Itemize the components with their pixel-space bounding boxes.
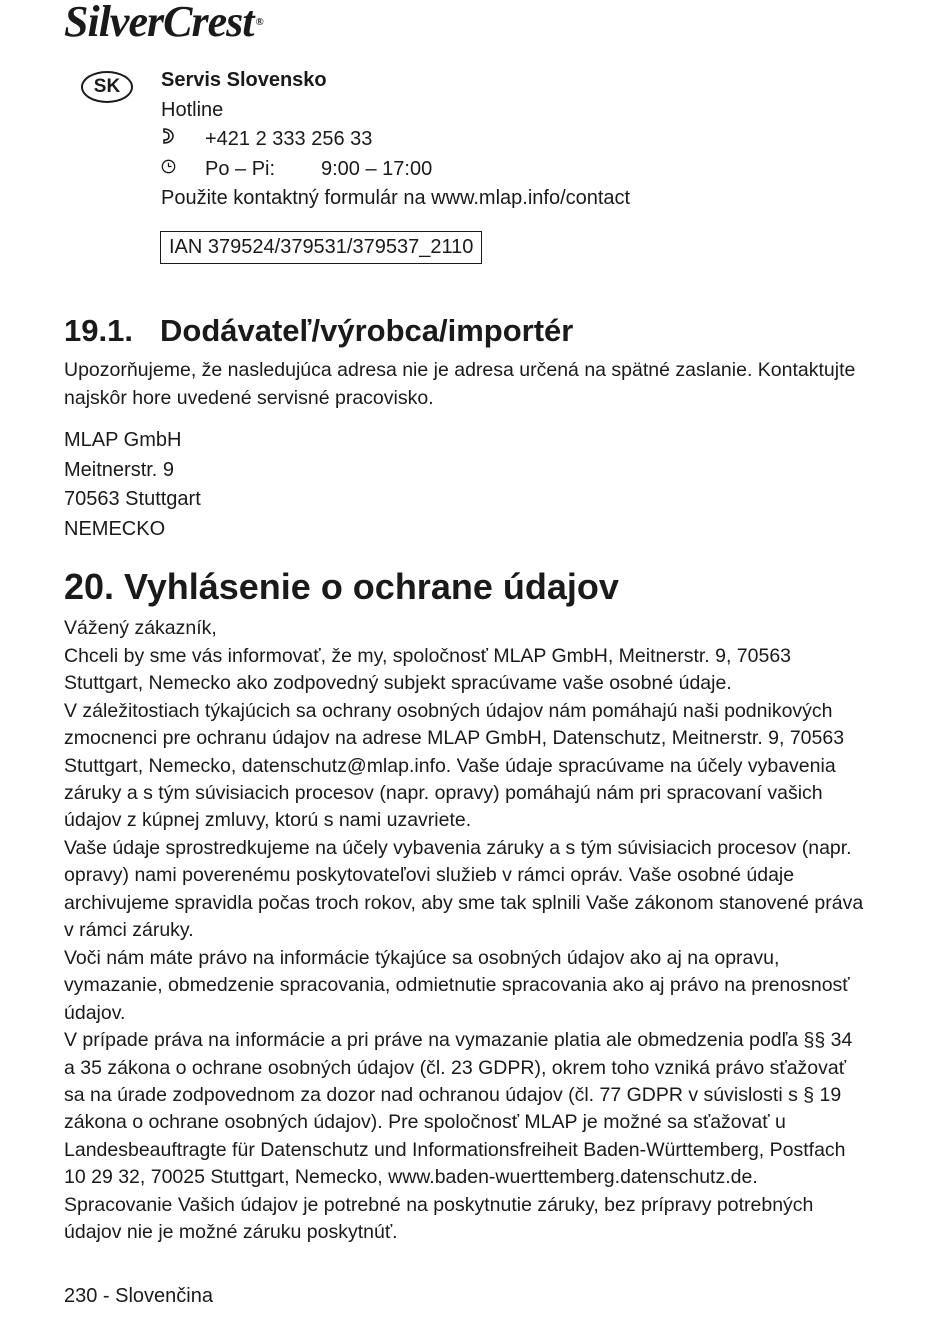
registered-mark: ® xyxy=(255,16,263,28)
privacy-paragraph: Voči nám máte právo na informácie týkajúce sa osobných údajov ako aj na opravu, vymazanie, obmedzenie spracovania, odmietnutie spracovania ako aj právo na prenosnosť údajov. xyxy=(64,946,850,1024)
phone-number: +421 2 333 256 33 xyxy=(205,128,373,150)
phone-row xyxy=(161,125,630,155)
privacy-paragraph: Chceli by sme vás informovať, že my, spoločnosť MLAP GmbH, Meitnerstr. 9, 70563 Stuttgart, Nemecko ako zodpovedný subjekt spracúvame vaše osobné údaje. xyxy=(64,644,792,695)
contact-form-line: Použite kontaktný formulár na www.mlap.info/contact xyxy=(161,187,631,209)
address-line: 70563 Stuttgart xyxy=(64,488,201,510)
service-title: Servis Slovensko xyxy=(161,69,327,91)
clock-icon xyxy=(161,155,205,185)
address-line: NEMECKO xyxy=(64,517,166,540)
hotline-label: Hotline xyxy=(161,98,224,121)
section-19-1-title: Dodávateľ/výrobca/importér xyxy=(160,313,574,348)
hours-row xyxy=(161,155,630,185)
phone-icon xyxy=(161,125,205,155)
page-footer: 230 - Slovenčina xyxy=(64,1285,213,1307)
privacy-paragraph: V záležitostiach týkajúcich sa ochrany osobných údajov nám pomáhajú naši podnikových zmocnenci pre ochranu údajov na adrese MLAP GmbH, Datenschutz, Meitnerstr. 9, 70563 Stuttgart, Nemecko, datenschutz@mlap.info. Vaše údaje spracúvame na účely vybavenia záruky a s tým súvisiacich procesov (napr. opravy) pomáhajú nám pri spracovaní vašich údajov z kúpnej zmluvy, ktorú s nami uzavriete. xyxy=(64,700,845,832)
address-line: Meitnerstr. 9 xyxy=(64,458,175,481)
manufacturer-address xyxy=(64,426,201,544)
country-badge: SK xyxy=(81,71,133,103)
address-line: MLAP GmbH xyxy=(64,429,182,451)
section-19-1-heading xyxy=(64,311,573,351)
privacy-statement-body xyxy=(64,615,864,1247)
brand-logo xyxy=(64,0,263,44)
section-19-1-text: Upozorňujeme, že nasledujúca adresa nie je adresa určená na spätné zaslanie. Kontaktujte najskôr hore uvedené servisné pracovisko. xyxy=(64,359,856,409)
section-20-heading: 20. Vyhlásenie o ochrane údajov xyxy=(64,566,619,607)
hours-days: Po – Pi: xyxy=(205,157,276,180)
privacy-paragraph: Spracovanie Vašich údajov je potrebné na poskytnutie záruky, bez prípravy potrebných údajov nie je možné záruku poskytnúť. xyxy=(64,1193,814,1244)
service-contact-block xyxy=(161,66,630,214)
privacy-paragraph: Vážený zákazník, xyxy=(64,617,217,639)
section-19-1-number: 19.1. xyxy=(64,313,133,348)
privacy-paragraph: Vaše údaje sprostredkujeme na účely vybavenia záruky a s tým súvisiacich procesov (napr. opravy) nami poverenému poskytovateľovi služieb v rámci opráv. Vaše osobné údaje archivujeme spravidla počas troch rokov, aby sme tak splnili Vaše zákonom stanovené práva v rámci záruky. xyxy=(64,837,864,942)
privacy-paragraph: V prípade práva na informácie a pri práve na vymazanie platia ale obmedzenia podľa §§ 34 a 35 zákona o ochrane osobných údajov (čl. 23 GDPR), okrem toho vzniká právo sťažovať sa na úrade zodpovednom za dozor nad ochranou údajov (čl. 77 GDPR v súvislosti s § 19 zákona o ochrane osobných údajov). Pre spoločnosť MLAP je možné sa sťažovať u Landesbeauftragte für Datenschutz und Informationsfreiheit Baden-Württemberg, Postfach 10 29 32, 70025 Stuttgart, Nemecko, www.baden-wuerttemberg.datenschutz.de. xyxy=(64,1029,853,1188)
brand-logo-text: SilverCrest xyxy=(64,0,254,46)
ian-box: IAN 379524/379531/379537_2110 xyxy=(160,231,482,264)
hours-time: 9:00 – 17:00 xyxy=(321,157,433,180)
